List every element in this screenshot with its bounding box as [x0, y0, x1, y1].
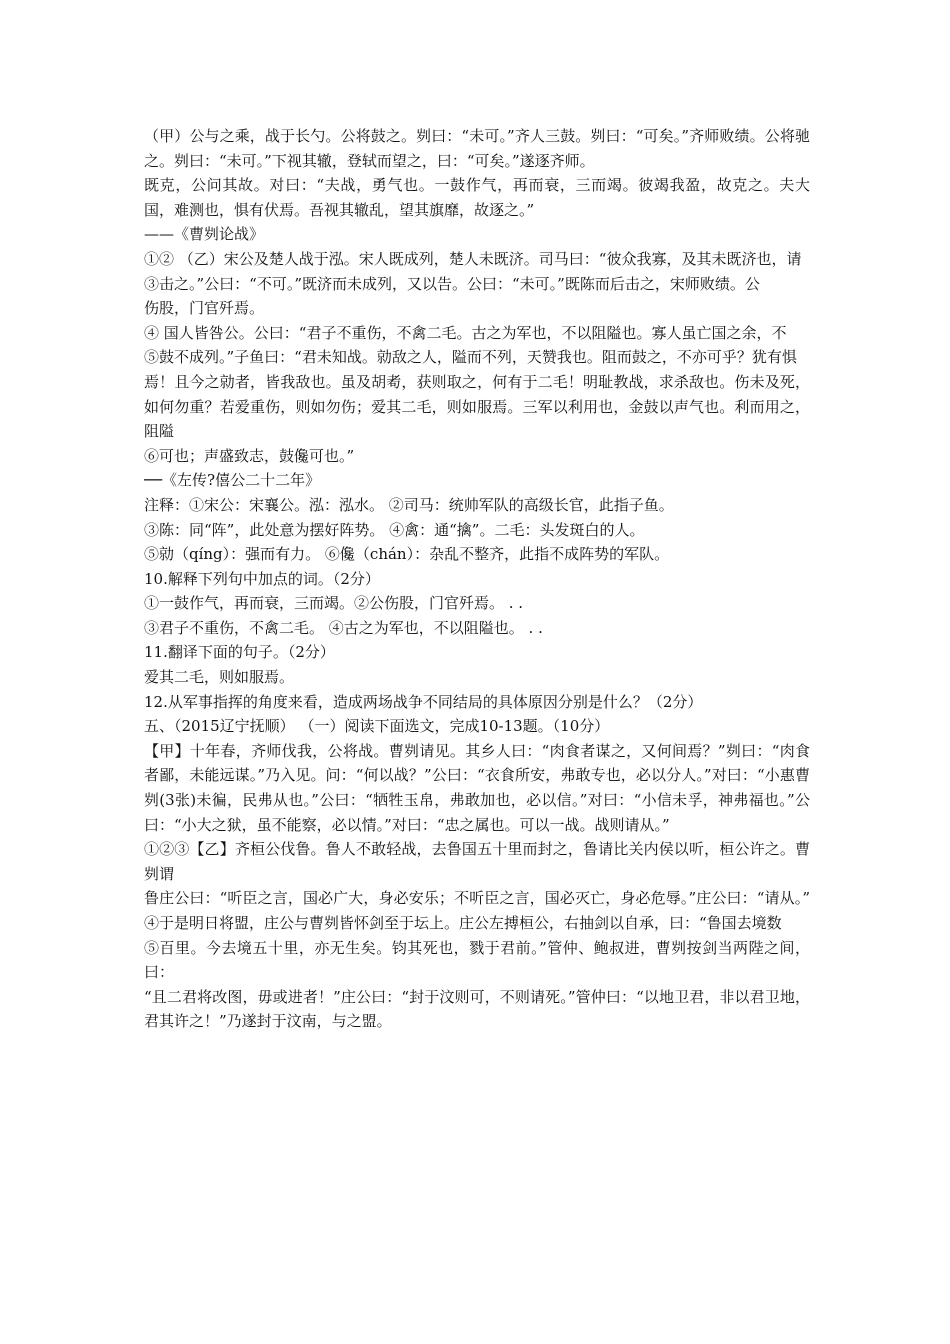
section-five-heading: 五、（2015辽宁抚顺） （一）阅读下面选文，完成10-13题。（10分） [144, 717, 610, 736]
paragraph-yi-6: 焉！且今之勍者，皆我敌也。虽及胡耇，获则取之，何有于二毛！明耻教战，求杀敌也。伤未及死，如何勿重？若爱重伤，则如勿伤；爱其二毛，则如服焉。三军以利用也，金鼓以声气也。利而用之，阻隘 [144, 372, 810, 441]
paragraph-section5-yi-2: 鲁庄公曰：“听臣之言，国必广大，身必安乐；不听臣之言，国必灭亡，身必危辱。”庄公曰：“请从。” ④于是明日将盟，庄公与曹刿皆怀剑至于坛上。庄公左搏桓公，右抽剑以自承，曰：“鲁国去境数 [144, 889, 810, 932]
note-line-1: 注释：①宋公：宋襄公。泓：泓水。 ②司马：统帅军队的高级长官，此指子鱼。 [144, 495, 674, 514]
paragraph-yi-2: ③击之。”公曰：“不可。”既济而未成列，又以告。公曰：“未可。”既陈而后击之，宋师败绩。公 [144, 274, 760, 293]
paragraph-yi-3: 伤股，门官歼焉。 [144, 299, 265, 318]
paragraph-section5-yi-1: ①②③【乙】齐桓公伐鲁。鲁人不敢轻战，去鲁国五十里而封之，鲁请比关内侯以听，桓公许之。曹刿谓 [144, 840, 810, 883]
paragraph-section5-yi-4: “且二君将改图，毋或进者！”庄公曰：“封于汶则可，不则请死。”管仲曰：“以地卫君，非以君卫地，君其许之！”乃遂封于汶南，与之盟。 [144, 987, 810, 1031]
note-line-3: ⑤勍（qíng）：强而有力。 ⑥儳（chán）：杂乱不整齐，此指不成阵势的军队。 [144, 545, 670, 564]
question-10: 10.解释下列句中加点的词。（2分） [144, 569, 380, 588]
question-12: 12.从军事指挥的角度来看，造成两场战争不同结局的具体原因分别是什么？（2分） [144, 692, 703, 711]
question-10-item-1: ①一鼓作气，再而衰，三而竭。②公伤股，门官歼焉。 . . [144, 594, 524, 613]
note-line-2: ③陈：同“阵”，此处意为摆好阵势。 ④禽：通“擒”。二毛：头发斑白的人。 [144, 520, 645, 539]
source-cao-gui-lun-zhan: ——《曹刿论战》 [144, 225, 265, 244]
paragraph-yi-4: ④ 国人皆咎公。公曰：“君子不重伤，不禽二毛。古之为军也，不以阻隘也。寡人虽亡国之余，不 [144, 323, 787, 342]
question-10-item-2: ③君子不重伤，不禽二毛。 ④古之为军也，不以阻隘也。 . . [144, 618, 543, 637]
paragraph-section5-jia: 【甲】十年春，齐师伐我，公将战。曹刿请见。其乡人曰：“肉食者谋之，又何间焉？”刿曰：“肉食者鄙，未能远谋。”乃入见。问：“何以战？”公曰：“衣食所安，弗敢专也，必以分人。”对曰：“小惠曹刿(3张)未徧，民弗从也。”公曰：“牺牲玉帛，弗敢加也，必以信。”对曰：“小信未孚，神弗福也。”公曰：“小大之狱，虽不能察，必以情。”对曰：“忠之属也。可以一战。战则请从。” [144, 741, 810, 834]
paragraph-jia-explanation: 既克，公问其故。对曰：“夫战，勇气也。一鼓作气，再而衰，三而竭。彼竭我盈，故克之。夫大国，难测也，惧有伏焉。吾视其辙乱，望其旗靡，故逐之。” [144, 176, 810, 219]
question-11-sentence: 爱其二毛，则如服焉。 [144, 668, 295, 687]
paragraph-yi-1: ①② （乙）宋公及楚人战于泓。宋人既成列，楚人未既济。司马曰：“彼众我寡，及其未既济也，请 [144, 249, 802, 268]
paragraph-jia: （甲）公与之乘，战于长勺。公将鼓之。刿曰：“未可。”齐人三鼓。刿曰：“可矣。”齐师败绩。公将驰之。刿曰：“未可。”下视其辙，登轼而望之，曰：“可矣。”遂逐齐师。 [144, 127, 810, 170]
paragraph-section5-yi-3: ⑤百里。今去境五十里，亦无生矣。钧其死也，戮于君前。”管仲、鲍叔进，曹刿按剑当两陛之间，曰： [144, 938, 810, 982]
paragraph-yi-5: ⑤鼓不成列。”子鱼曰：“君未知战。勍敌之人，隘而不列，天赞我也。阻而鼓之，不亦可乎？犹有惧 [144, 348, 797, 367]
document-body [144, 124, 810, 1034]
paragraph-yi-7: ⑥可也；声盛致志，鼓儳可也。” [144, 446, 355, 465]
source-zuo-zhuan: ──《左传?僖公二十二年》 [144, 471, 321, 490]
question-11: 11.翻译下面的句子。（2分） [144, 643, 335, 662]
